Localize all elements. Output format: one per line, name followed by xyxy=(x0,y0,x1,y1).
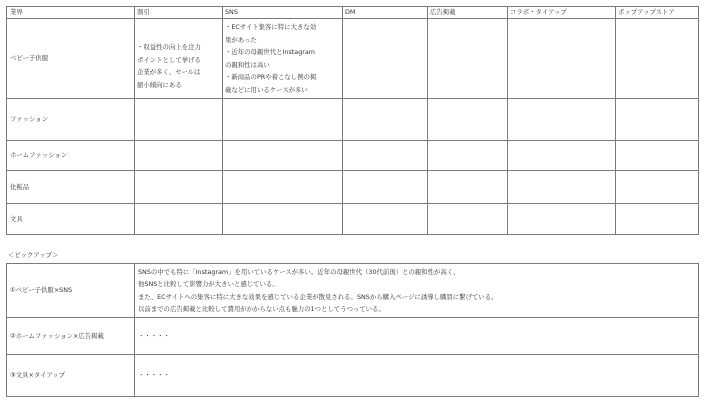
cell-line: 企業が多く、セールは xyxy=(137,68,201,76)
table-row xyxy=(7,99,699,141)
cell-empty xyxy=(223,204,343,235)
pickup-label-baby-sns: ①ベビー子供服×SNS xyxy=(7,264,135,318)
cell-empty xyxy=(508,171,616,204)
cell-empty xyxy=(135,171,223,204)
header-discount: 割引 xyxy=(135,7,223,19)
cell-line: ポイントとして挙げる xyxy=(137,55,201,64)
cell-line: 載などに用いるケースが多い xyxy=(225,85,308,94)
cell-empty xyxy=(508,19,616,99)
table-row xyxy=(7,355,699,397)
table-row xyxy=(7,204,699,235)
comment-line: SNSの中でも特に「Instagram」を用いているケースが多い。近年の母親世代（30代前後）との親和性が高く、 xyxy=(138,267,460,276)
comment-line: 以前までの広告掲載と比較して費用がかからない点も魅力の1つとしてうつっている。 xyxy=(138,305,385,313)
cell-empty xyxy=(343,99,428,141)
cell-line: 縮小傾向にある xyxy=(137,80,182,89)
header-collab-tieup: コラボ・タイアップ xyxy=(508,7,616,19)
cell-baby-sns xyxy=(223,19,343,99)
cell-line: 果があった xyxy=(225,35,257,44)
cell-empty xyxy=(343,19,428,99)
pickup-comment-baby-sns xyxy=(135,264,699,318)
cell-line: の親和性は高い xyxy=(225,60,270,69)
table-row xyxy=(7,171,699,204)
cell-empty xyxy=(223,99,343,141)
cell-empty xyxy=(223,171,343,204)
row-label-stationery: 文具 xyxy=(7,204,135,235)
cell-empty xyxy=(508,99,616,141)
cell-empty xyxy=(223,141,343,171)
pickup-comment-home-ad: ・・・・・ xyxy=(135,318,699,355)
header-sns: SNS xyxy=(223,7,343,19)
table-row xyxy=(7,19,699,99)
cell-empty xyxy=(135,204,223,235)
cell-empty xyxy=(616,99,699,141)
cell-empty xyxy=(428,204,508,235)
pickup-comment-stationery-tieup: ・・・・・ xyxy=(135,355,699,397)
header-ad-placement: 広告掲載 xyxy=(428,7,508,19)
header-industry: 業界 xyxy=(7,7,135,19)
pickup-label-home-ad: ②ホームファッション×広告掲載 xyxy=(7,318,135,355)
table-header-row xyxy=(7,7,699,19)
cell-empty xyxy=(135,141,223,171)
cell-line: ・近年の母親世代とInstagram xyxy=(225,48,316,56)
cell-empty xyxy=(428,141,508,171)
cell-empty xyxy=(343,204,428,235)
pickup-section-label: ＜ピックアップ＞ xyxy=(8,251,59,259)
cell-line: ・ECサイト集客に特に大きな効 xyxy=(225,23,317,31)
cell-empty xyxy=(616,19,699,99)
row-label-fashion: ファッション xyxy=(7,99,135,141)
cell-empty xyxy=(428,99,508,141)
cell-empty xyxy=(428,171,508,204)
cell-empty xyxy=(616,141,699,171)
header-dm: DM xyxy=(343,7,428,19)
row-label-home-fashion: ホームファッション xyxy=(7,141,135,171)
comment-line: 他SNSと比較して影響力が大きいと感じている。 xyxy=(138,280,279,288)
cell-empty xyxy=(135,99,223,141)
cell-line: ・収益性の向上を注力 xyxy=(137,43,201,51)
table-row xyxy=(7,141,699,171)
cell-empty xyxy=(428,19,508,99)
cell-empty xyxy=(343,141,428,171)
comment-line: また、ECサイトへの集客に特に大きな効果を感じている企業が散見される。SNSから購入ページに誘導し購買に繋げている。 xyxy=(138,292,498,301)
cell-empty xyxy=(343,171,428,204)
row-label-baby-kids: ベビー子供服 xyxy=(7,19,135,99)
cell-empty xyxy=(508,204,616,235)
header-popup-store: ポップアップストア xyxy=(616,7,699,19)
cell-empty xyxy=(616,171,699,204)
cell-baby-discount xyxy=(135,19,223,99)
table-row xyxy=(7,318,699,355)
pickup-table xyxy=(6,263,699,397)
table-row xyxy=(7,264,699,318)
cell-line: ・新商品のPRや着こなし例の掲 xyxy=(225,73,317,81)
cell-empty xyxy=(616,204,699,235)
row-label-cosmetics: 化粧品 xyxy=(7,171,135,204)
cell-empty xyxy=(508,141,616,171)
pickup-label-stationery-tieup: ③文具×タイアップ xyxy=(7,355,135,397)
industry-matrix-table xyxy=(6,6,699,235)
